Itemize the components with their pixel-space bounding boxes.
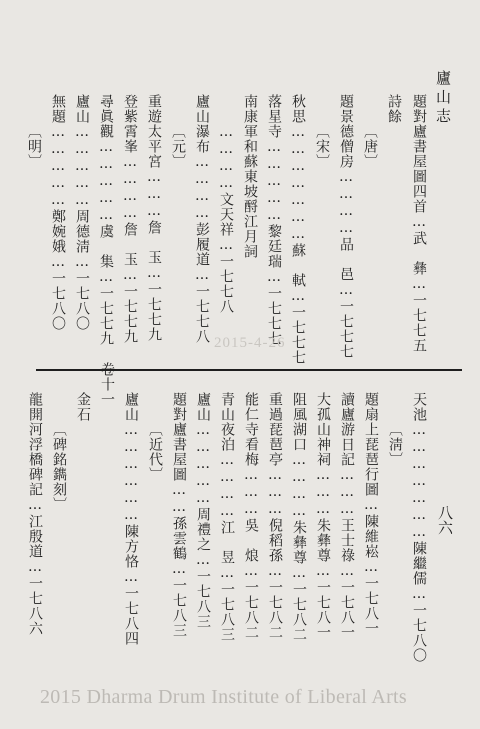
toc-column: 尋眞觀……………虞 集…一七七九 [98, 94, 114, 346]
toc-column: 登紫霄峯…………詹 玉…一七七九 [122, 94, 138, 344]
toc-column: 〔淸〕 [387, 422, 403, 467]
toc-column: 秋思…………………蘇 軾…一七七七 [290, 94, 306, 365]
toc-column: 青山夜泊…………江 昱…一七八三 [219, 392, 235, 642]
watermark-date: 2015-4-26 [214, 335, 286, 351]
toc-column: 詩餘 [386, 94, 402, 124]
toc-column: 落星寺……………黎廷瑞…一七七七 [266, 94, 282, 346]
toc-column: 龍開河浮橋碑記…江殷道…一七八六 [27, 392, 43, 636]
toc-column: 〔宋〕 [314, 124, 330, 169]
toc-column: 〔元〕 [170, 124, 186, 169]
toc-column: 能仁寺看梅………吳 烺…一七八二 [243, 392, 259, 640]
book-title-header: 廬山志 [434, 70, 452, 127]
toc-column: 重遊太平宮………詹 玉…一七七九 [146, 94, 162, 342]
toc-column: 天池…………………陳繼儒…一七八〇 [411, 392, 427, 663]
toc-column: 〔唐〕 [362, 124, 378, 169]
toc-column: 大孤山神祠………朱彝尊…一七八一 [315, 392, 331, 640]
toc-column: 無題……………鄭婉娥…一七八〇 [50, 94, 66, 331]
toc-column: 廬山瀑布…………彭履道…一七七八 [194, 94, 210, 344]
toc-column: 金石 [75, 392, 91, 422]
toc-column: 廬山……………周禮之…一七八三 [195, 392, 211, 629]
toc-column: 南康軍和蘇東坡酹江月詞 [242, 94, 258, 259]
toc-column: …………文天祥…一七七八 [218, 124, 234, 314]
toc-column: 〔近代〕 [147, 422, 163, 482]
toc-column: 題扇上琵琶行圖…陳維崧…一七八一 [363, 392, 379, 636]
toc-column: 〔碑銘鐫刻〕 [51, 422, 67, 512]
toc-column: 〔明〕 [26, 124, 42, 169]
page-number: 八六 [436, 505, 454, 535]
toc-column: 題對廬書屋圖四首…武 彝…一七七五 [411, 94, 427, 353]
toc-column: 卷十一 [99, 362, 115, 407]
toc-column: 廬山………………陳方恪…一七八四 [123, 392, 139, 646]
toc-column: 重過琵琶亭………倪稻孫…一七八二 [267, 392, 283, 640]
toc-column: 廬山……………周德淸…一七八〇 [74, 94, 90, 331]
watermark-institute: 2015 Dharma Drum Institute of Liberal Arts [40, 686, 407, 708]
toc-column: 題對廬書屋圖……孫雲鶴…一七八三 [171, 392, 187, 638]
toc-column: 題景德僧房…………品 邑…一七七七 [338, 94, 354, 359]
toc-column: 讀廬游日記………王士祿…一七八一 [339, 392, 355, 640]
toc-column: 阻風湖口…………朱彝尊…一七八二 [291, 392, 307, 642]
